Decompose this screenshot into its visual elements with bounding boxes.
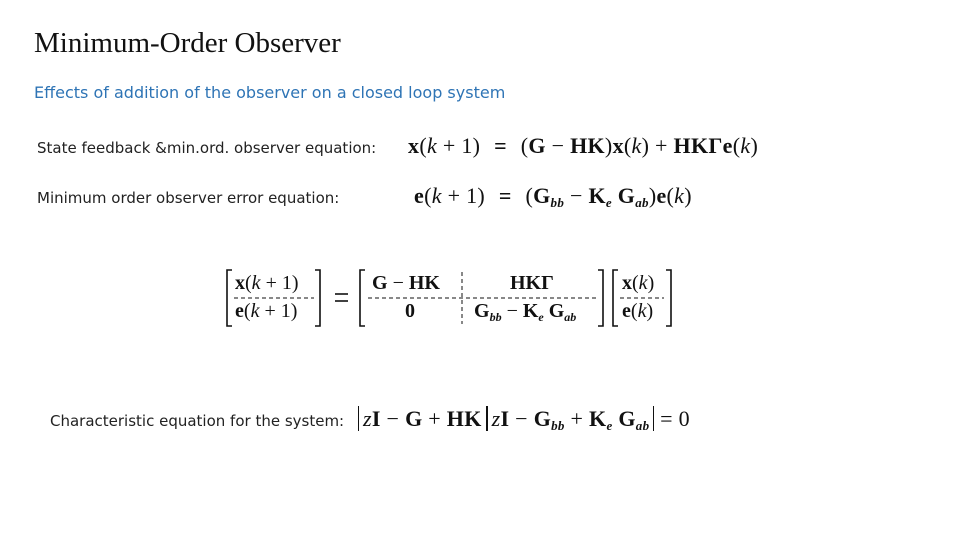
state-feedback-label: State feedback &min.ord. observer equation: (37, 139, 377, 157)
error-equation-label: Minimum order observer error equation: (37, 189, 340, 207)
state-feedback-equation: x(k + 1) = (G − HK)x(k) + HKΓe(k) (408, 133, 759, 158)
characteristic-equation: zI − G + HK zI − $G_{bb} + K_e$ $G_{ab} = 0$ (358, 406, 690, 434)
slide-subtitle: Effects of addition of the observer on a closed loop system (34, 83, 506, 102)
augmented-system-matrix-equation: x(k + 1) e(k + 1) G − HK 0 HKΓ $G_{bb} - K_e$ $G_{ab}$ x(k) e(k) (220, 268, 690, 330)
slide-title: Minimum-Order Observer (34, 27, 341, 59)
characteristic-equation-label: Characteristic equation for the system: (50, 412, 345, 430)
error-equation: $e(k + 1) = (G_{bb} - K_e$ $G_{ab})e(k)$ (414, 183, 692, 210)
